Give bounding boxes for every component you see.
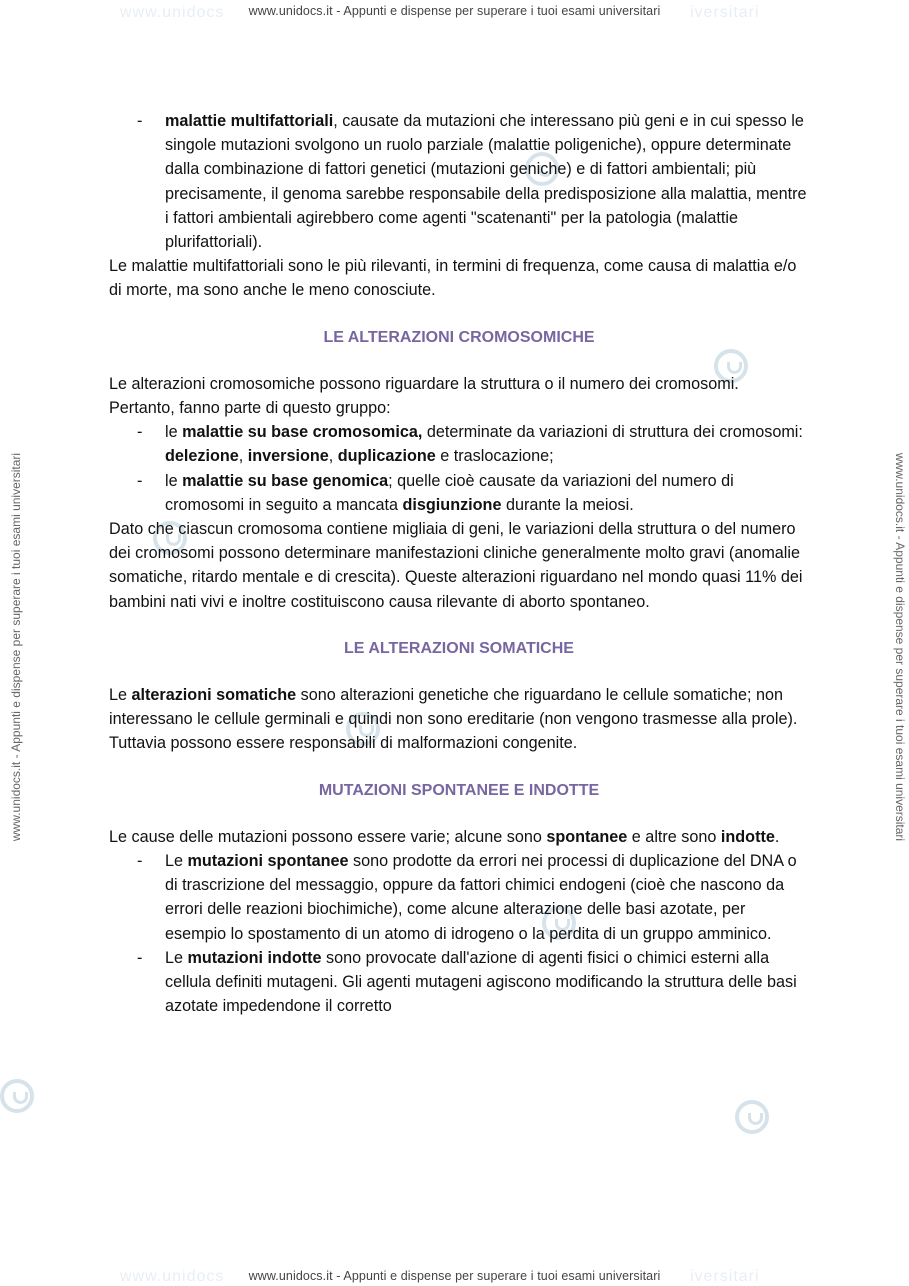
watermark-side-left: www.unidocs.it - Appunti e dispense per superare i tuoi esami universitari	[9, 452, 23, 842]
text: durante la meiosi.	[501, 495, 634, 514]
heading-mutazioni: MUTAZIONI SPONTANEE E INDOTTE	[318, 781, 600, 799]
list-dash: -	[137, 112, 143, 130]
term-bold: mutazioni indotte	[187, 948, 322, 967]
text: determinate da variazioni di struttura dei cromosomi:	[422, 423, 803, 442]
text: le	[165, 471, 183, 490]
list-dash: -	[137, 423, 143, 442]
text: e traslocazione;	[435, 447, 554, 466]
text: e altre sono	[627, 827, 721, 846]
paragraph	[109, 683, 809, 731]
text: sono alterazioni genetiche che riguardano le cellule somatiche; non interessano le cellule germinali e quindi non sono ereditarie (non vengono trasmesse alla prole).	[109, 686, 798, 729]
watermark-ghost-right: iversitari	[690, 4, 760, 21]
term-bold: delezione	[165, 447, 239, 466]
list-dash: -	[137, 948, 143, 967]
term-bold: malattie multifattoriali	[165, 112, 334, 130]
paragraph	[109, 825, 809, 849]
unidocs-logo-icon	[0, 1079, 34, 1113]
list-item-indotte	[109, 946, 809, 1019]
list-item-spontanee	[109, 849, 809, 946]
list-item-cromosomica	[109, 420, 809, 468]
paragraph: Pertanto, fanno parte di questo gruppo:	[109, 399, 391, 418]
term-bold: spontanee	[546, 827, 628, 846]
list-dash: -	[137, 852, 143, 871]
watermark-header: www.unidocs.it - Appunti e dispense per superare i tuoi esami universitari	[248, 4, 661, 18]
watermark-footer: www.unidocs.it - Appunti e dispense per superare i tuoi esami universitari	[248, 1269, 661, 1283]
unidocs-logo-icon	[735, 1100, 769, 1134]
text: Le	[109, 686, 132, 705]
list-item-multifattoriali	[109, 109, 809, 254]
term-bold: malattie su base genomica	[182, 471, 389, 490]
text: Le	[165, 948, 188, 967]
heading-alterazioni-somatiche: LE ALTERAZIONI SOMATICHE	[344, 639, 574, 657]
list-item-genomica	[109, 469, 809, 517]
term-bold: alterazioni somatiche	[131, 686, 297, 705]
term-bold: inversione	[247, 447, 329, 466]
watermark-side-right: www.unidocs.it - Appunti e dispense per superare i tuoi esami universitari	[893, 452, 907, 842]
document-body	[109, 109, 809, 1019]
text: ,	[238, 447, 248, 466]
term-bold: mutazioni spontanee	[187, 852, 349, 871]
text: sono prodotte da errori nei processi di duplicazione del DNA o di trascrizione del messaggio, oppure da fattori chimici endogeni (cioè che nascono da errori delle reazioni biochimiche), come alcune alterazione delle basi azotate, per esempio lo spostamento di un atomo di idrogeno o la perdita di un gruppo amminico.	[165, 852, 797, 943]
term-bold: indotte	[720, 827, 775, 846]
text: ; quelle cioè causate da variazioni del numero di cromosomi in seguito a mancata	[165, 471, 734, 514]
text: sono provocate dall'azione di agenti fisici o chimici esterni alla cellula definiti mutageni. Gli agenti mutageni agiscono modificando la struttura delle basi azotate impedendone il corretto	[165, 948, 797, 1016]
term-bold: disgiunzione	[402, 495, 502, 514]
text: Le	[165, 852, 188, 871]
watermark-ghost-left: www.unidocs	[120, 4, 225, 21]
paragraph: Le alterazioni cromosomiche possono riguardare la struttura o il numero dei cromosomi.	[109, 374, 739, 393]
term-bold: malattie su base cromosomica,	[182, 423, 423, 442]
term-bold: duplicazione	[337, 447, 436, 466]
watermark-ghost-left: www.unidocs	[120, 1268, 225, 1285]
watermark-ghost-right: iversitari	[690, 1268, 760, 1285]
paragraph: Dato che ciascun cromosoma contiene migliaia di geni, le variazioni della struttura o del numero dei cromosomi possono determinare manifestazioni cliniche generalmente molto gravi (anomalie somatiche, ritardo mentale e di crescita). Queste alterazioni riguardano nel mondo quasi 11% dei bambini nati vivi e inoltre costituiscono causa rilevante di aborto spontaneo.	[109, 520, 803, 611]
paragraph: Tuttavia possono essere responsabili di malformazioni congenite.	[109, 734, 578, 753]
list-item-text: , causate da mutazioni che interessano più geni e in cui spesso le singole mutazioni svolgono un ruolo parziale (malattie poligeniche), oppure determinate dalla combinazione di fattori genetici (mutazioni geniche) e di fattori ambientali; più precisamente, il genoma sarebbe responsabile della predisposizione alla malattia, mentre i fattori ambientali agirebbero come agenti "scatenanti" per la patologia (malattie plurifattoriali).	[165, 112, 807, 252]
text: le	[165, 423, 183, 442]
text: .	[774, 827, 780, 846]
text: Le cause delle mutazioni possono essere varie; alcune sono	[109, 827, 547, 846]
list-dash: -	[137, 471, 143, 490]
text: ,	[328, 447, 338, 466]
paragraph-intro: Le malattie multifattoriali sono le più rilevanti, in termini di frequenza, come causa di malattia e/o di morte, ma sono anche le meno conosciute.	[109, 257, 797, 300]
heading-alterazioni-cromosomiche: LE ALTERAZIONI CROMOSOMICHE	[323, 328, 595, 346]
